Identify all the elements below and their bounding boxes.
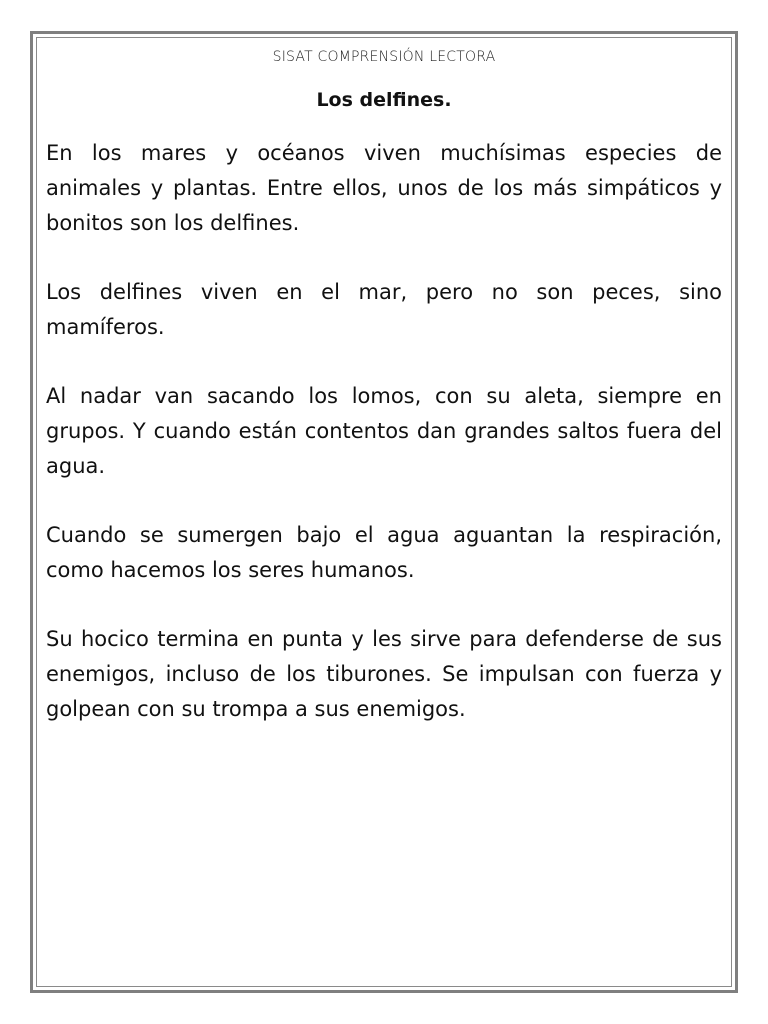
document-header: SISAT COMPRENSIÓN LECTORA [272,49,496,65]
paragraph-4: Cuando se sumergen bajo el agua aguantan la respiración, como hacemos los seres humanos. [46,523,722,582]
paragraph-2: Los delfines viven en el mar, pero no son peces, sino mamíferos. [46,280,722,339]
document-content [46,46,722,761]
reading-text [46,136,722,727]
paragraph-3: Al nadar van sacando los lomos, con su aleta, siempre en grupos. Y cuando están contentos dan grandes saltos fuera del agua. [46,384,722,478]
paragraph-5: Su hocico termina en punta y les sirve para defenderse de sus enemigos, incluso de los tiburones. Se impulsan con fuerza y golpean con su trompa a sus enemigos. [46,627,722,721]
paragraph-1: En los mares y océanos viven muchísimas especies de animales y plantas. Entre ellos, unos de los más simpáticos y bonitos son los delfines. [46,141,722,235]
document-title: Los delfines. [316,89,452,111]
